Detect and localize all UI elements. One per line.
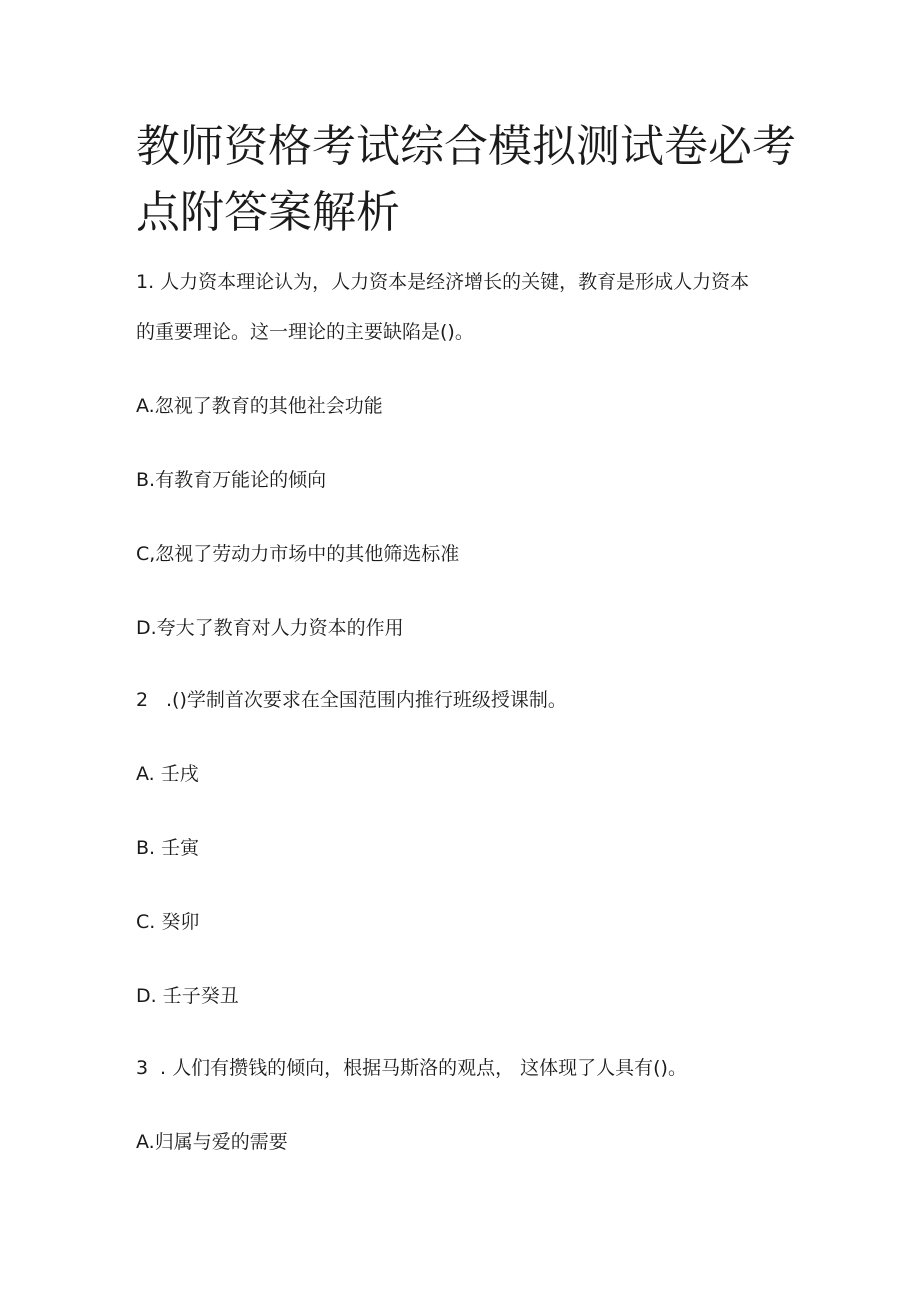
question-3-stem-text: . 人们有攒钱的倾向，根据马斯洛的观点， 这体现了人具有()。	[160, 1057, 687, 1079]
question-1-option-d: D.夸大了教育对人力资本的作用	[136, 617, 404, 639]
question-2-option-c: C. 癸卯	[136, 911, 200, 933]
document-title: 教师资格考试综合模拟测试卷必考点附答案解析	[136, 121, 796, 238]
question-3-number: 3	[136, 1057, 149, 1079]
question-2-option-d: D. 壬子癸丑	[136, 985, 239, 1007]
question-3-option-a: A.归属与爱的需要	[136, 1131, 288, 1153]
question-2-option-a: A. 壬戌	[136, 763, 199, 785]
question-2-stem-text: .()学制首次要求在全国范围内推行班级授课制。	[166, 689, 567, 711]
question-2-option-b: B. 壬寅	[136, 837, 200, 859]
question-2-number: 2	[136, 689, 149, 711]
question-2-stem	[136, 687, 567, 713]
question-1-option-c: C,忽视了劳动力市场中的其他筛选标准	[136, 543, 460, 565]
question-1-option-b: B.有教育万能论的倾向	[136, 469, 327, 491]
question-1-stem-line-2: 的重要理论。这一理论的主要缺陷是()。	[136, 321, 474, 343]
question-1-stem-line-1: 1. 人力资本理论认为，人力资本是经济增长的关键，教育是形成人力资本	[136, 271, 750, 293]
question-3-stem	[136, 1055, 687, 1081]
question-1-option-a: A.忽视了教育的其他社会功能	[136, 395, 383, 417]
